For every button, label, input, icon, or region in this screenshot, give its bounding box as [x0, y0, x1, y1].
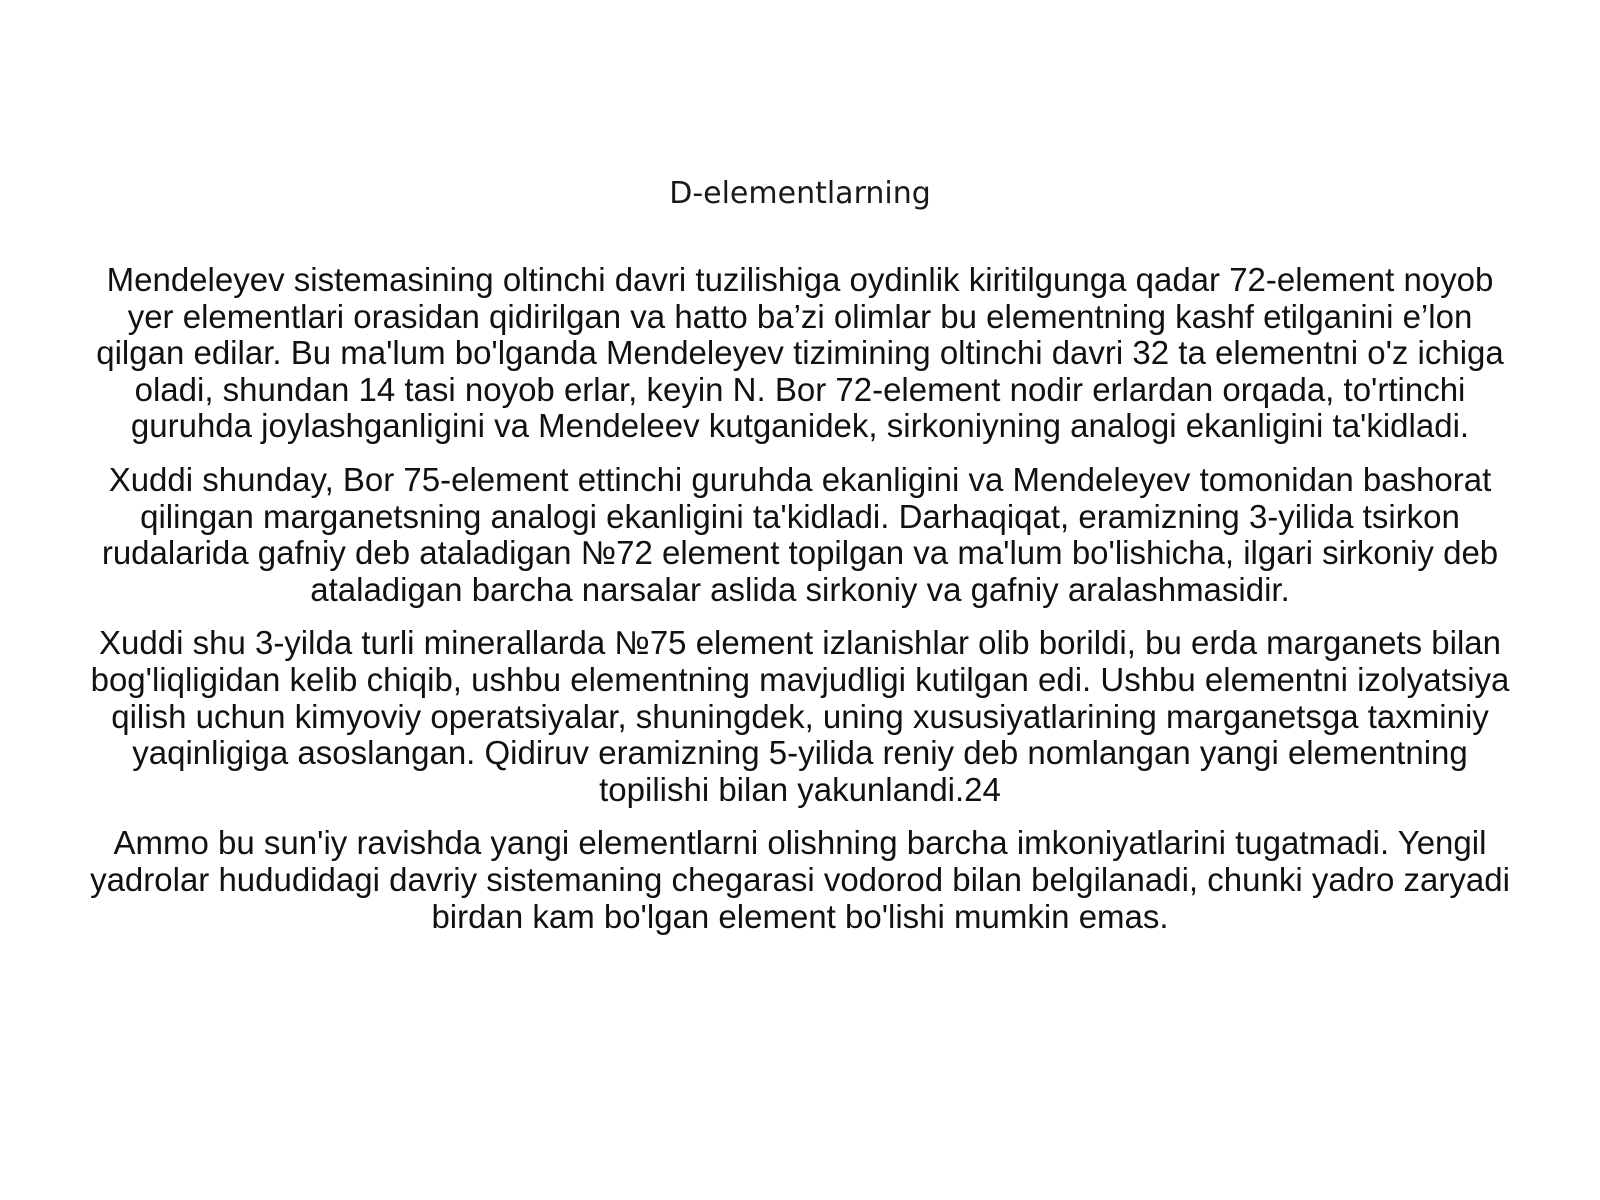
paragraph-2: Xuddi shunday, Bor 75-element ettinchi guruhda ekanligini va Mendeleyev tomonidan bashorat qilingan marganetsning analogi ekanligini ta'kidladi. Darhaqiqat, eramizning 3-yilida tsirkon rudalarida gafniy deb ataladigan №72 element topilgan va ma'lum bo'lishicha, ilgari sirkoniy deb ataladigan barcha narsalar aslida sirkoniy va gafniy aralashmasidir. [101, 460, 1499, 608]
paragraph-3: Xuddi shu 3-yilda turli minerallarda №75 element izlanishlar olib borildi, bu erda marganets bilan bog'liqligidan kelib chiqib, ushbu elementning mavjudligi kutilgan edi. Ushbu elementni izolyatsiya qilish uchun kimyoviy operatsiyalar, shuningdek, uning xususiyatlarining marganetsga taxminiy yaqinligiga asoslangan. Qidiruv eramizning 5-yilida reniy deb nomlangan yangi elementning topilishi bilan yakunlandi.24 [90, 624, 1510, 808]
paragraph-1: Mendeleyev sistemasining oltinchi davri tuzilishiga oydinlik kiritilgunga qadar 72-element noyob yer elementlari orasidan qidirilgan va hatto ba’zi olimlar bu elementning kashf etilganini e’lon qilgan edilar. Bu ma'lum bo'lganda Mendeleyev tizimining oltinchi davri 32 ta elementni o'z ichiga oladi, shundan 14 tasi noyob erlar, keyin N. Bor 72-element nodir erlardan orqada, to'rtinchi guruhda joylashganligini va Mendeleev kutganidek, sirkoniyning analogi ekanligini ta'kidladi. [96, 261, 1504, 445]
paragraph-4: Ammo bu sun'iy ravishda yangi elementlarni olishning barcha imkoniyatlarini tugatmadi. Yengil yadrolar hududidagi davriy sistemaning chegarasi vodorod bilan belgilanadi, chunki yadro zaryadi birdan kam bo'lgan element bo'lishi mumkin emas. [90, 824, 1510, 935]
slide-title: D-elementlarning [669, 176, 931, 211]
slide-body [80, 262, 1520, 952]
